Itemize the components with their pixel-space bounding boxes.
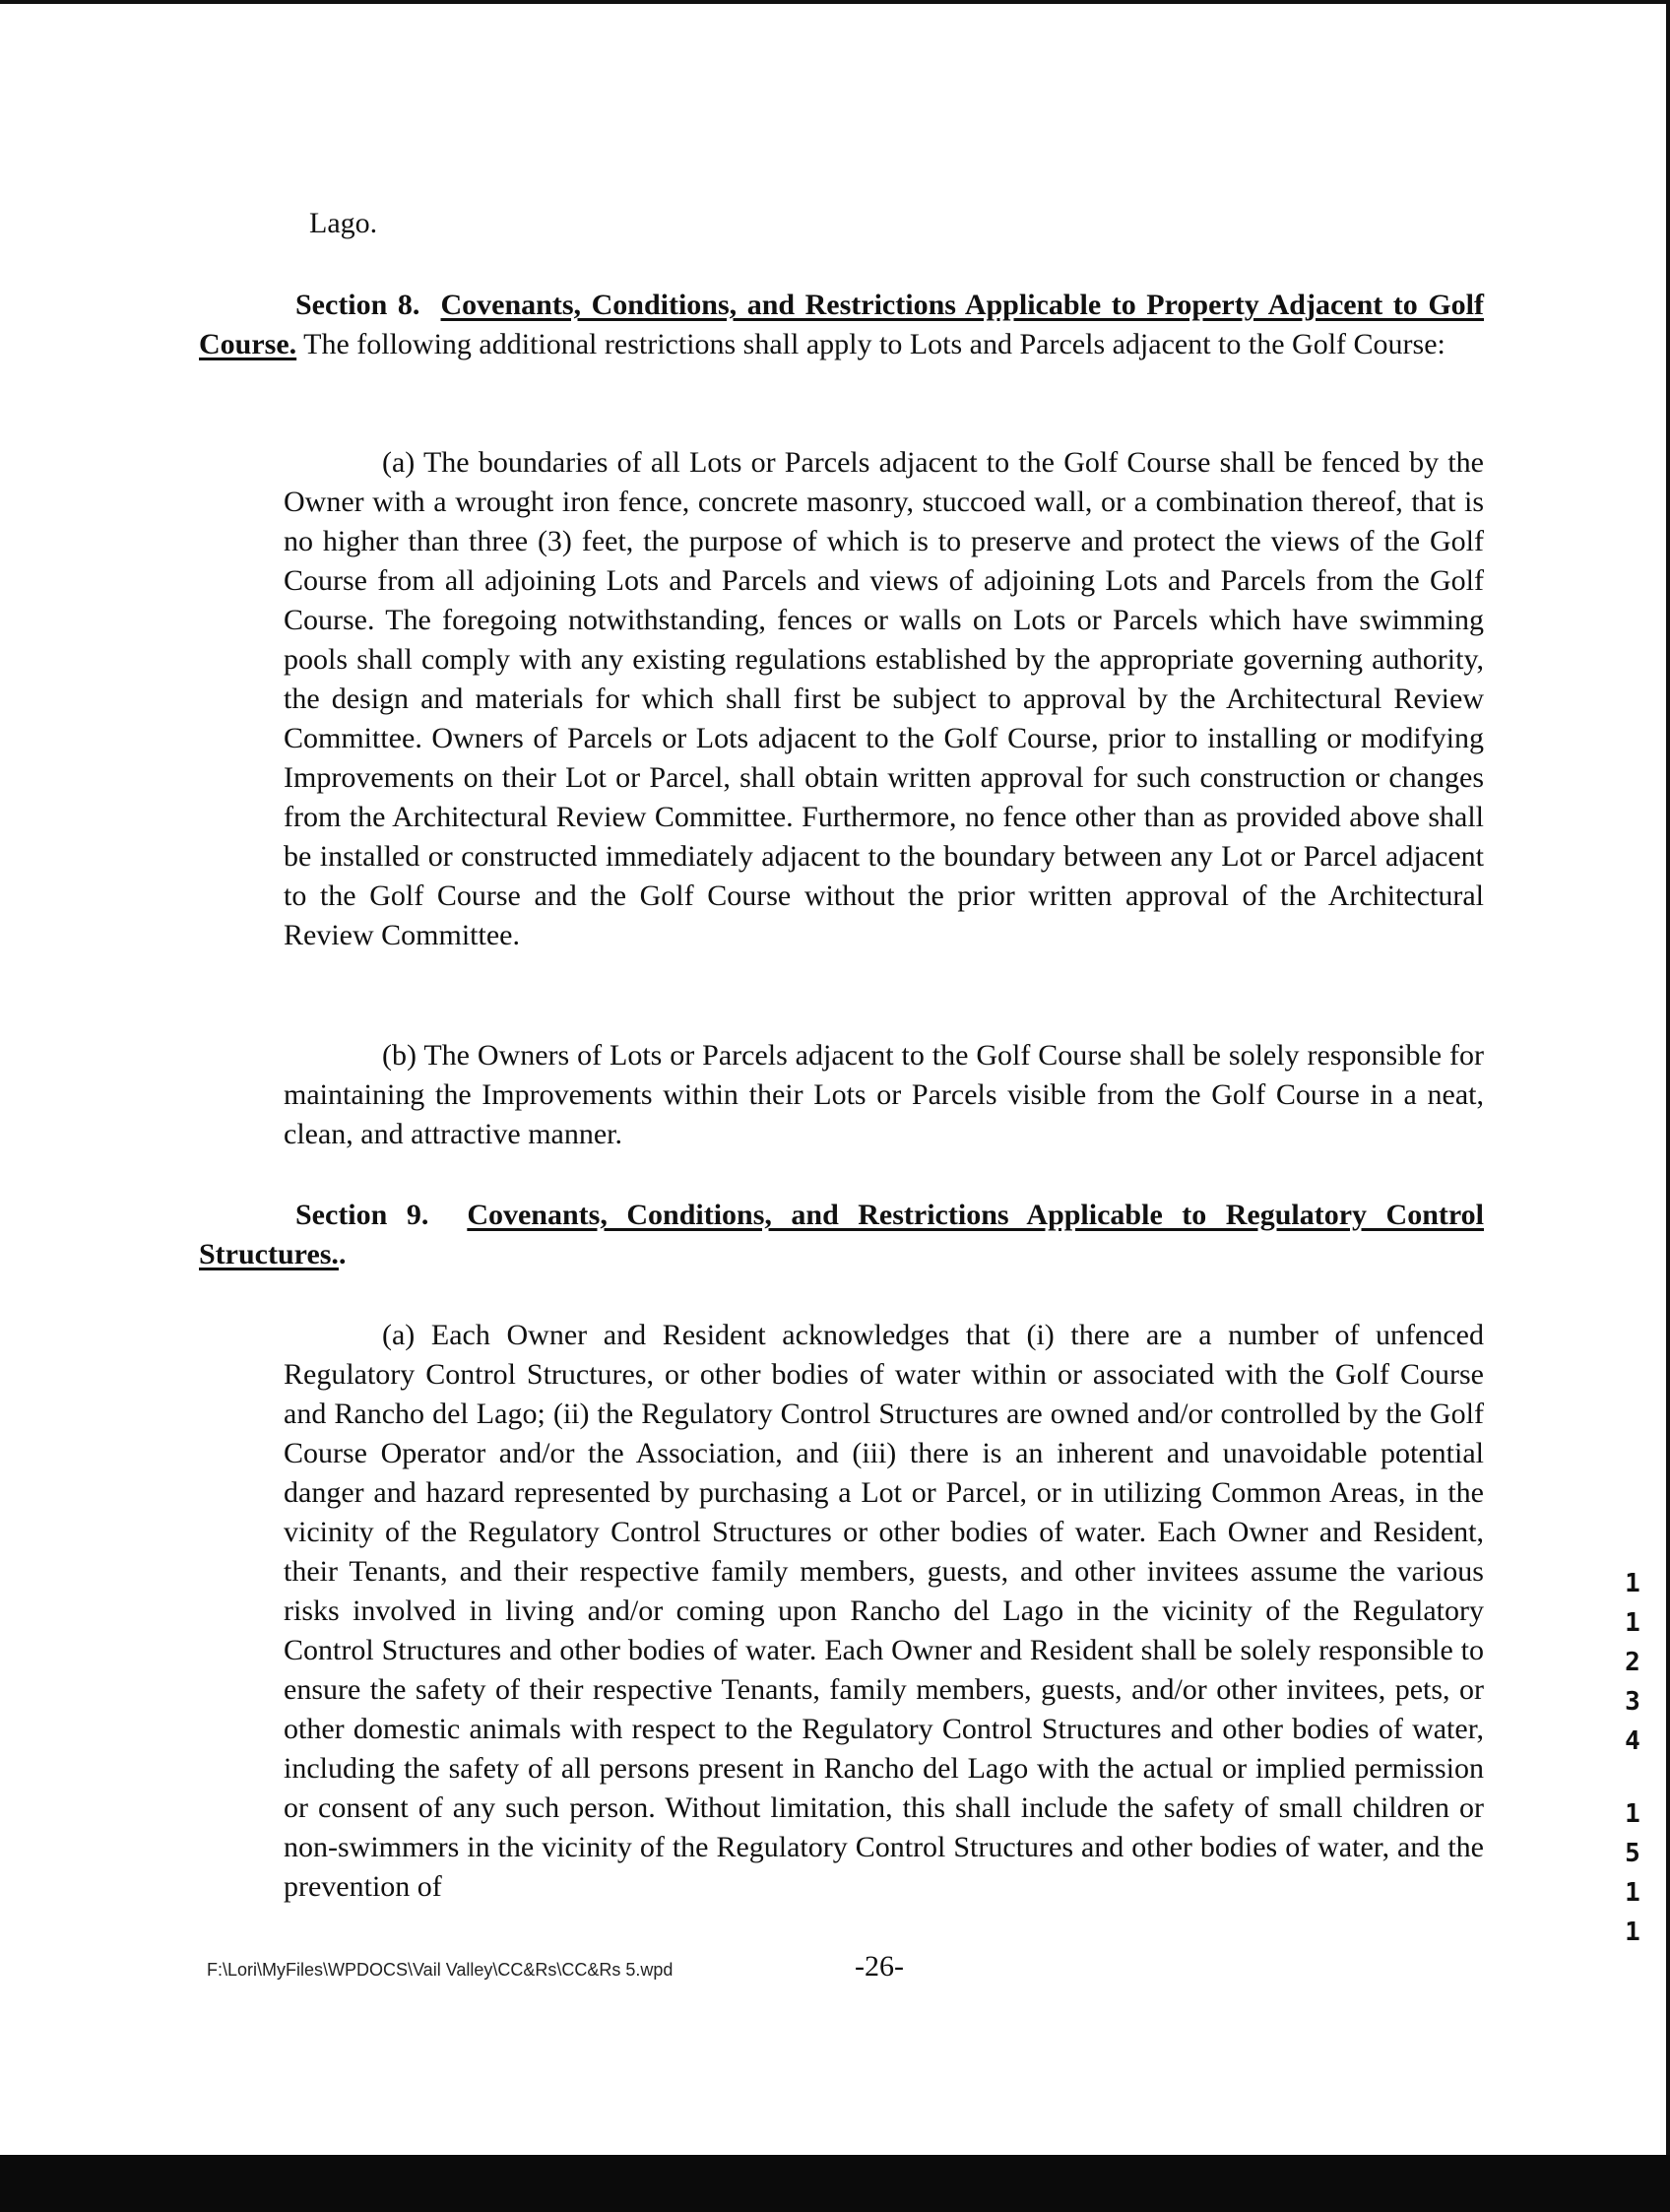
page-number: -26- [855, 1950, 904, 1983]
stamp-digit: 1 [1625, 1918, 1640, 1947]
scan-border-right [1666, 0, 1670, 2157]
section-8-number: Section 8. [295, 289, 420, 321]
stamp-digit: 3 [1625, 1687, 1640, 1717]
stamp-digit: 1 [1625, 1608, 1640, 1638]
footer-file-path: F:\Lori\MyFiles\WPDOCS\Vail Valley\CC&Rs\CC&Rs 5.wpd [207, 1960, 674, 1980]
stamp-digit: 1 [1625, 1878, 1640, 1908]
section-8-title: Covenants, Conditions, and Restrictions Applicable to Property Adjacent to Golf Course. [199, 289, 1485, 360]
recording-stamp [1619, 1564, 1646, 1952]
section-8-intro: The following additional restrictions shall apply to Lots and Parcels adjacent to the Golf Course: [296, 328, 1445, 360]
scan-border-top [0, 0, 1670, 4]
section-8-paragraph-a: (a) The boundaries of all Lots or Parcels adjacent to the Golf Course shall be fenced by the Owner with a wrought iron fence, concrete masonry, stuccoed wall, or a combination thereof, that is no higher than three (3) feet, the purpose of which is to preserve and protect the views of the Golf Course from all adjoining Lots and Parcels and views of adjoining Lots and Parcels from the Golf Course. The foregoing notwithstanding, fences or walls on Lots or Parcels which have swimming pools shall comply with any existing regulations established by the appropriate governing authority, the design and materials for which shall first be subject to approval by the Architectural Review Committee. Owners of Parcels or Lots adjacent to the Golf Course, prior to installing or modifying Improvements on their Lot or Parcel, shall obtain written approval for such construction or changes from the Architectural Review Committee. Furthermore, no fence other than as provided above shall be installed or constructed immediately adjacent to the boundary between any Lot or Parcel adjacent to the Golf Course and the Golf Course without the prior written approval of the Architectural Review Committee. [284, 446, 1484, 951]
continuation-text: Lago. [309, 207, 378, 239]
section-9-number: Section 9. [295, 1199, 429, 1231]
section-8 [199, 286, 1484, 364]
stamp-digit: 1 [1625, 1799, 1640, 1829]
scan-border-bottom [0, 2155, 1670, 2212]
section-9-title-tail: . [338, 1238, 347, 1270]
section-9-title: Covenants, Conditions, and Restrictions Applicable to Regulatory Control Structures. [199, 1199, 1484, 1270]
stamp-digit: 1 [1625, 1569, 1640, 1598]
stamp-digit: 2 [1625, 1648, 1640, 1677]
section-8-paragraph-b: (b) The Owners of Lots or Parcels adjacent to the Golf Course shall be solely responsible for maintaining the Improvements within their Lots or Parcels visible from the Golf Course in a neat, clean, and attractive manner. [284, 1039, 1484, 1150]
section-9 [199, 1196, 1484, 1274]
stamp-digit: 4 [1625, 1726, 1640, 1756]
stamp-digit: 5 [1625, 1839, 1640, 1868]
section-9-paragraph-a: (a) Each Owner and Resident acknowledges that (i) there are a number of unfenced Regulatory Control Structures, or other bodies of water within or associated with the Golf Course and Rancho del Lago; (ii) the Regulatory Control Structures are owned and/or controlled by the Golf Course Operator and/or the Association, and (iii) there is an inherent and unavoidable potential danger and hazard represented by purchasing a Lot or Parcel, or in utilizing Common Areas, in the vicinity of the Regulatory Control Structures or other bodies of water. Each Owner and Resident, their Tenants, and their respective family members, guests, and other invitees assume the various risks involved in living and/or coming upon Rancho del Lago in the vicinity of the Regulatory Control Structures and other bodies of water. Each Owner and Resident shall be solely responsible to ensure the safety of their respective Tenants, family members, guests, and/or other invitees, pets, or other domestic animals with respect to the Regulatory Control Structures and other bodies of water, including the safety of all persons present in Rancho del Lago with the actual or implied permission or consent of any such person. Without limitation, this shall include the safety of small children or non-swimmers in the vicinity of the Regulatory Control Structures and other bodies of water, and the prevention of [284, 1319, 1484, 1903]
